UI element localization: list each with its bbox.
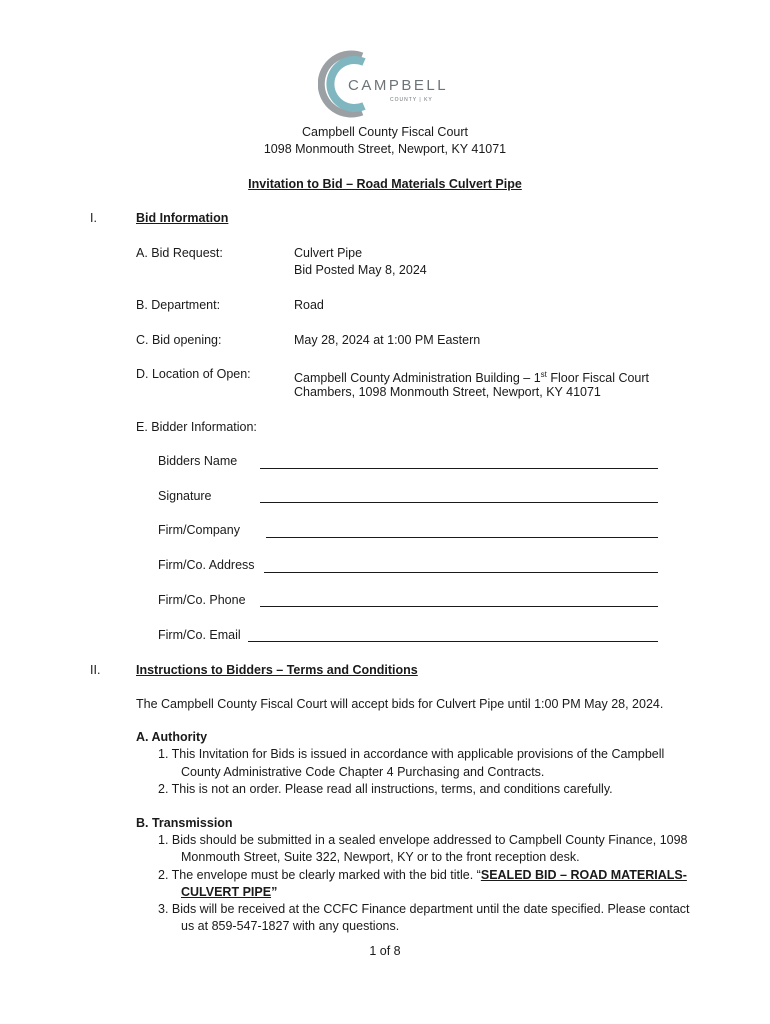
- bid-request-value: Culvert Pipe: [294, 246, 363, 260]
- firm-address-label: Firm/Co. Address: [158, 558, 255, 572]
- location-value-line2: Chambers, 1098 Monmouth Street, Newport, KY 41071: [294, 385, 601, 399]
- signature-input-line[interactable]: [260, 502, 658, 503]
- authority-item-2: 2. This is not an order. Please read all instructions, terms, and conditions carefully.: [158, 782, 613, 796]
- bidder-info-label: E. Bidder Information:: [136, 420, 257, 434]
- page-number: 1 of 8: [369, 944, 401, 958]
- section-1-numeral: I.: [90, 211, 97, 225]
- bidders-name-label: Bidders Name: [158, 454, 238, 468]
- bid-opening-value: May 28, 2024 at 1:00 PM Eastern: [294, 333, 481, 347]
- bid-posted-value: Bid Posted May 8, 2024: [294, 263, 427, 277]
- firm-address-input-line[interactable]: [264, 572, 658, 573]
- transmission-heading: B. Transmission: [136, 816, 233, 830]
- campbell-county-logo: [318, 48, 452, 120]
- transmission-item-1-line2: Monmouth Street, Suite 322, Newport, KY or to the front reception desk.: [181, 850, 580, 864]
- section-2-heading: Instructions to Bidders – Terms and Conditions: [136, 663, 418, 677]
- signature-label: Signature: [158, 489, 212, 503]
- authority-item-1-line2: County Administrative Code Chapter 4 Purchasing and Contracts.: [181, 765, 545, 779]
- department-value: Road: [294, 298, 324, 312]
- bid-opening-label: C. Bid opening:: [136, 333, 222, 347]
- transmission-item-1-line1: 1. Bids should be submitted in a sealed envelope addressed to Campbell County Finance, 1098: [158, 833, 688, 847]
- bidders-name-input-line[interactable]: [260, 468, 658, 469]
- authority-heading: A. Authority: [136, 730, 208, 744]
- authority-item-1-line1: 1. This Invitation for Bids is issued in accordance with applicable provisions of the Campbell: [158, 747, 665, 761]
- logo-subtitle: COUNTY | KY: [390, 97, 433, 103]
- org-name: Campbell County Fiscal Court: [301, 125, 469, 139]
- firm-phone-label: Firm/Co. Phone: [158, 593, 246, 607]
- transmission-item-3-line1: 3. Bids will be received at the CCFC Finance department until the date specified. Please contact: [158, 902, 690, 916]
- firm-input-line[interactable]: [266, 537, 658, 538]
- document-title: Invitation to Bid – Road Materials Culvert Pipe: [248, 177, 522, 191]
- section-2-numeral: II.: [90, 663, 101, 677]
- transmission-item-3-line2: us at 859-547-1827 with any questions.: [181, 919, 400, 933]
- location-value-line1: Campbell County Administration Building – 1st Floor Fiscal Court: [294, 370, 650, 386]
- section-2-intro: The Campbell County Fiscal Court will accept bids for Culvert Pipe until 1:00 PM May 28, 2024.: [136, 697, 664, 711]
- firm-phone-input-line[interactable]: [260, 606, 658, 607]
- bid-request-label: A. Bid Request:: [136, 246, 223, 260]
- location-label: D. Location of Open:: [136, 367, 251, 381]
- transmission-item-2-line2: CULVERT PIPE”: [181, 885, 278, 899]
- transmission-item-2-line1: 2. The envelope must be clearly marked with the bid title. “SEALED BID – ROAD MATERIALS-: [158, 868, 687, 882]
- firm-email-input-line[interactable]: [248, 641, 658, 642]
- department-label: B. Department:: [136, 298, 221, 312]
- firm-label: Firm/Company: [158, 523, 240, 537]
- org-address: 1098 Monmouth Street, Newport, KY 41071: [263, 142, 507, 156]
- logo-wordmark: CAMPBELL: [348, 77, 449, 94]
- section-1-heading: Bid Information: [136, 211, 229, 225]
- firm-email-label: Firm/Co. Email: [158, 628, 241, 642]
